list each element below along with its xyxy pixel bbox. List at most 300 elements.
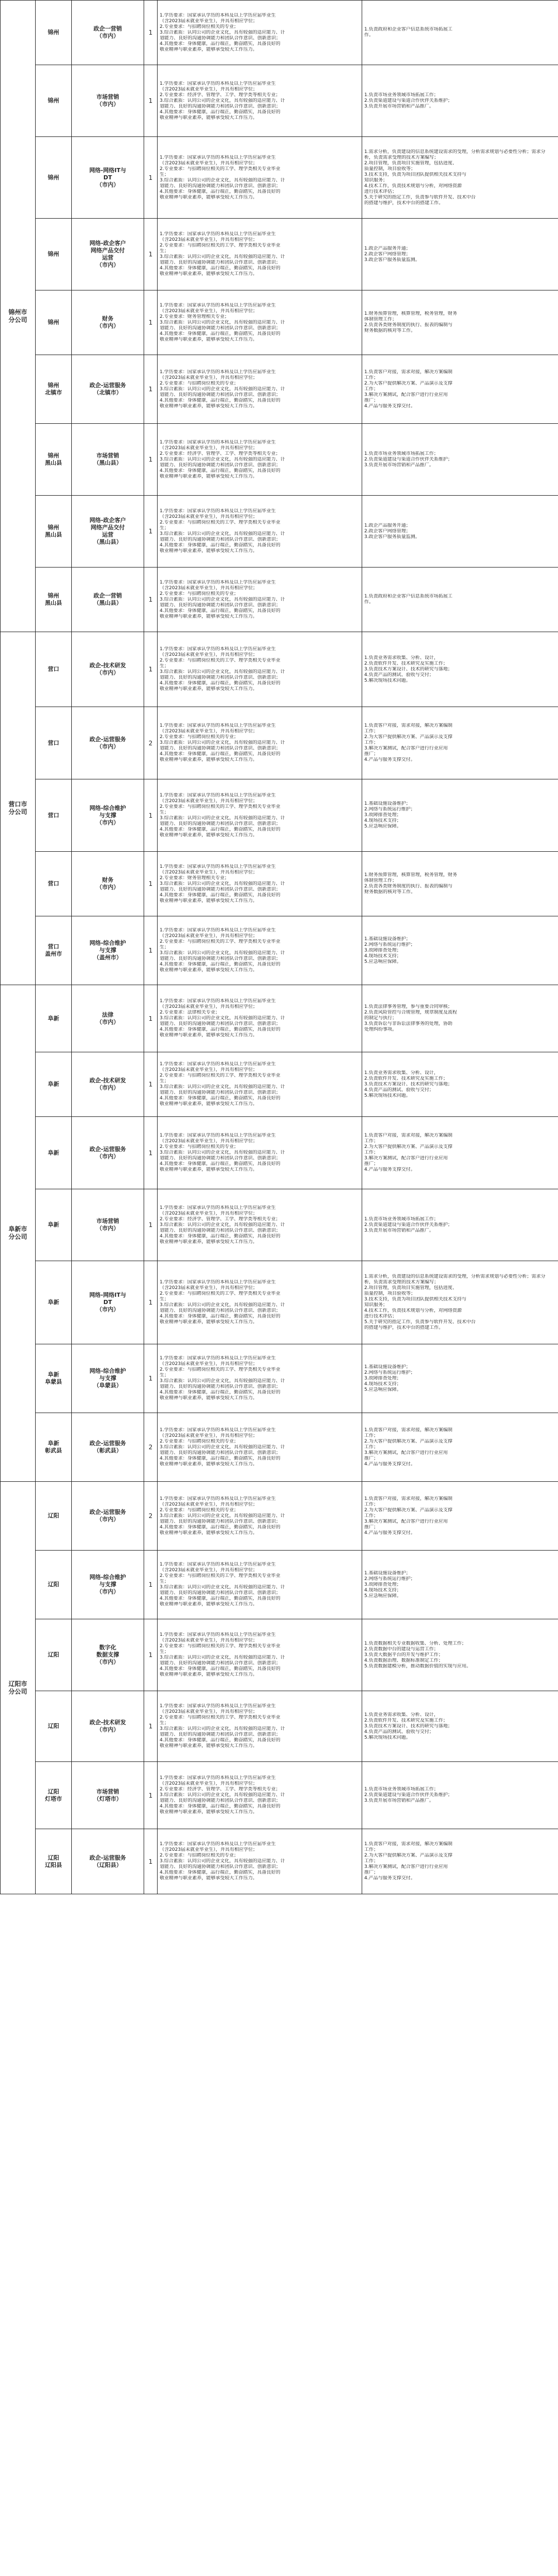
requirement-line: 4.其他要求：身体健康，品行端正，勤奋踏实，具备良好的 bbox=[160, 543, 281, 548]
duty-line: 2.负责各类财务制度的执行、报表的编制与 bbox=[364, 323, 453, 328]
position-name: 市场营销 bbox=[96, 1218, 119, 1224]
requirement-line: 4.其他要求：身体健康，品行端正，勤奋踏实，具备良好的 bbox=[160, 1161, 281, 1167]
requirements-cell bbox=[158, 65, 362, 137]
position-name: DT bbox=[103, 1299, 112, 1306]
city-cell bbox=[36, 1482, 72, 1551]
branch-name: 分公司 bbox=[8, 1233, 27, 1240]
city-name: 北镇市 bbox=[45, 389, 62, 396]
duty-line: 工作； bbox=[364, 1139, 379, 1144]
position-name: 财务 bbox=[102, 315, 114, 322]
requirement-line: 划能力、良好的沟通协调能力和团队合作意识、创新意识； bbox=[160, 1732, 281, 1737]
table-row bbox=[1, 1413, 558, 1482]
position-name: （市内） bbox=[96, 1659, 119, 1665]
position-cell bbox=[72, 1117, 144, 1189]
requirement-line: 4.其他要求：身体健康，品行端正，勤奋踏实，具备良好的 bbox=[160, 1666, 281, 1672]
requirement-line: 2.专业要求：经济学、管理学、工学、理学类等相关专业； bbox=[160, 1216, 281, 1222]
duties-cell bbox=[362, 1344, 558, 1413]
duty-line: 的搭建与维护，技术中台的搭建工作。 bbox=[364, 200, 444, 206]
duty-line: 推广； bbox=[364, 1161, 379, 1167]
duty-line: 4.产品与服务支撑交付。 bbox=[364, 1167, 415, 1172]
requirement-line: （含2023届未就业毕业生），并具有相应学位； bbox=[160, 1638, 258, 1643]
headcount-cell: 1 bbox=[144, 1261, 158, 1344]
requirement-line: 1.学历要求：国家承认学历的本科及以上学历应届毕业生 bbox=[160, 723, 276, 728]
duty-line: 3.负责技术方案设计、技术的研究与落地； bbox=[364, 1081, 453, 1087]
city-name: 盖州市 bbox=[45, 950, 62, 957]
city-name: 锦州 bbox=[48, 174, 59, 181]
requirement-line: 划能力、良好的沟通协调能力和团队合作意识、创新意识； bbox=[160, 675, 281, 680]
city-cell bbox=[36, 916, 72, 985]
requirement-line: 2.专业要求：与招聘岗位相关的工学、理学类相关专业毕业 bbox=[160, 520, 281, 525]
position-cell bbox=[72, 1762, 144, 1829]
duty-line: 工作； bbox=[364, 1513, 379, 1519]
city-cell bbox=[36, 1619, 72, 1691]
duties-cell bbox=[362, 1482, 558, 1551]
position-name: （市内） bbox=[96, 1153, 119, 1160]
duties-cell bbox=[362, 219, 558, 290]
duties-cell bbox=[362, 1829, 558, 1894]
requirements-cell bbox=[158, 496, 362, 568]
requirement-line: 2.专业要求：与招聘岗位相关的工学、理学类相关专业毕业 bbox=[160, 1644, 281, 1649]
duty-line: 知识服务； bbox=[364, 177, 388, 183]
requirement-line: 3.综合素质：认同公司的企业文化，具有较强的适应能力、计 bbox=[160, 1016, 285, 1021]
requirements-cell bbox=[158, 1413, 362, 1482]
requirement-line: 3.综合素质：认同公司的企业文化，具有较强的适应能力、计 bbox=[160, 1726, 285, 1731]
requirements-cell bbox=[158, 1052, 362, 1117]
duty-line: 5.解决现场技术问题。 bbox=[364, 1093, 411, 1098]
position-cell bbox=[72, 65, 144, 137]
duty-line: 2.负责各类财务制度的执行、报表的编制与 bbox=[364, 884, 453, 889]
requirement-line: 划能力、良好的沟通协调能力和团队合作意识、创新意识； bbox=[160, 1021, 281, 1026]
requirement-line: 敬业精神与职业素养，能够承受较大工作压力。 bbox=[160, 1602, 258, 1607]
requirement-line: 2.专业要求：与招聘岗位相关的专业； bbox=[160, 734, 239, 740]
branch-name: 阜新市 bbox=[8, 1225, 27, 1233]
headcount-cell: 1 bbox=[144, 424, 158, 496]
position-cell bbox=[72, 496, 144, 568]
city-name: 阜新 bbox=[48, 1371, 59, 1378]
city-name: 营口 bbox=[48, 880, 59, 887]
duty-line: 1.负责客户对接，需求对接，解决方案编制 bbox=[364, 1496, 453, 1501]
duty-line: 2.负责数据中台的建设与运营工作； bbox=[364, 1646, 439, 1652]
requirement-line: 3.综合素质：认同公司的企业文化，具有较强的适应能力、计 bbox=[160, 1859, 285, 1864]
table-row bbox=[1, 1, 558, 65]
city-name: 辽阳 bbox=[48, 1788, 59, 1795]
requirement-line: 划能力、良好的沟通协调能力和团队合作意识、创新意识； bbox=[160, 1228, 281, 1233]
duty-line: 1.负责政府和企业客户信息系统市场拓展工 bbox=[364, 27, 453, 32]
requirement-line: 2.专业要求：与招聘岗位相关的专业； bbox=[160, 380, 239, 386]
position-name: （市内） bbox=[96, 1225, 119, 1232]
duties-cell bbox=[362, 985, 558, 1052]
requirement-line: 敬业精神与职业素养，能够承受较大工作压力。 bbox=[160, 1530, 258, 1536]
requirement-line: 划能力、良好的沟通协调能力和团队合作意识、创新意识； bbox=[160, 1450, 281, 1455]
position-name: （北镇市） bbox=[94, 389, 122, 396]
position-cell bbox=[72, 1829, 144, 1894]
duty-line: 1.财务预算管理，核算管理，税务管理，财务 bbox=[364, 872, 457, 878]
requirement-line: 3.综合素质：认同公司的企业文化，具有较强的适应能力、计 bbox=[160, 1222, 285, 1228]
requirements-cell bbox=[158, 290, 362, 355]
duty-line: 2.负责渠道建设与渠道合作伙伴关系维护； bbox=[364, 456, 453, 462]
city-cell bbox=[36, 1052, 72, 1117]
duty-line: 4.产品与服务支撑交付。 bbox=[364, 1876, 415, 1881]
duty-line: 进行技术评估； bbox=[364, 189, 397, 194]
city-name: 营口 bbox=[48, 811, 59, 819]
requirement-line: 4.其他要求：身体健康，品行端正，勤奋踏实，具备良好的 bbox=[160, 189, 281, 194]
duties-cell bbox=[362, 137, 558, 219]
requirement-line: 敬业精神与职业素养，能够承受较大工作压力。 bbox=[160, 832, 258, 838]
city-cell bbox=[36, 1413, 72, 1482]
requirement-line: 4.其他要求：身体健康，品行端正，勤奋踏实，具备良好的 bbox=[160, 1738, 281, 1743]
requirement-line: 2.专业要求：与招聘岗位相关的工学、理学类相关专业毕业 bbox=[160, 1715, 281, 1720]
duty-line: 4.产品与服务支撑交付。 bbox=[364, 1461, 415, 1467]
requirement-line: 3.综合素质：认同公司的企业文化，具有较强的适应能力、计 bbox=[160, 319, 285, 325]
duty-line: 工作； bbox=[364, 740, 379, 745]
duties-cell bbox=[362, 1, 558, 65]
duty-line: 3.政企客户服务质量监测。 bbox=[364, 257, 420, 263]
requirement-line: 4.其他要求：身体健康，品行端正，勤奋踏实，具备良好的 bbox=[160, 1524, 281, 1530]
duty-line: 3.负责开展市场营销和产品推广。 bbox=[364, 103, 434, 109]
requirements-cell bbox=[158, 1551, 362, 1619]
city-name: 辽阳 bbox=[48, 1512, 59, 1519]
duty-line: 5.解决现场技术问题。 bbox=[364, 1735, 411, 1740]
duty-line: 2.负责渠道建设与渠道合作伙伴关系维护； bbox=[364, 1792, 453, 1798]
requirement-line: （含2023届未就业毕业生），并具有相应学位； bbox=[160, 933, 258, 939]
duty-line: 5.应急响应保障。 bbox=[364, 959, 401, 964]
duty-line: 工作； bbox=[364, 1847, 379, 1852]
requirement-line: 2.专业要求：经济学、管理学、工学、理学类等相关专业； bbox=[160, 451, 281, 456]
requirement-line: 1.学历要求：国家承认学历的本科及以上学历应届毕业生 bbox=[160, 439, 276, 445]
table-row bbox=[1, 985, 558, 1052]
city-cell bbox=[36, 1829, 72, 1894]
requirements-cell bbox=[158, 424, 362, 496]
city-name: 锦州 bbox=[48, 319, 59, 326]
position-name: （盖州市） bbox=[94, 954, 122, 961]
requirement-line: 划能力、良好的沟通协调能力和团队合作意识、创新意识； bbox=[160, 325, 281, 331]
duty-line: 3.负责开展市场营销和产品推广。 bbox=[364, 1798, 434, 1803]
position-name: 与支撑 bbox=[99, 811, 116, 819]
headcount-cell: 1 bbox=[144, 496, 158, 568]
duty-line: 4.产品与服务支撑交付。 bbox=[364, 403, 415, 409]
duty-line: 1.负责客户对接，需求对接，解决方案编制 bbox=[364, 1133, 453, 1138]
duties-cell bbox=[362, 355, 558, 424]
requirement-line: 1.学历要求：国家承认学历的本科及以上学历应届毕业生 bbox=[160, 302, 276, 308]
duty-line: 工作； bbox=[364, 1444, 379, 1450]
duty-line: 1.政企产品服务开通； bbox=[364, 246, 411, 251]
branch-name: 分公司 bbox=[8, 808, 27, 816]
city-name: 阜新 bbox=[48, 1299, 59, 1306]
duty-line: 2.网络与系统运行维护； bbox=[364, 942, 415, 947]
requirement-line: 1.学历要求：国家承认学历的本科及以上学历应届毕业生 bbox=[160, 1356, 276, 1361]
duty-line: 工作； bbox=[364, 375, 379, 380]
table-row bbox=[1, 1189, 558, 1261]
position-name: 网络-综合维护 bbox=[89, 940, 126, 946]
requirements-cell bbox=[158, 1762, 362, 1829]
requirements-cell bbox=[158, 1261, 362, 1344]
duty-line: 3.政企客户服务质量监测。 bbox=[364, 534, 420, 540]
duty-line: 4.产品与服务支撑交付。 bbox=[364, 757, 415, 762]
position-name: （市内） bbox=[96, 262, 119, 268]
city-cell bbox=[36, 137, 72, 219]
requirement-line: （含2023届未就业毕业生），并具有相应学位； bbox=[160, 1210, 258, 1216]
city-cell bbox=[36, 355, 72, 424]
requirement-line: 划能力、良好的沟通协调能力和团队合作意识、创新意识； bbox=[160, 1519, 281, 1524]
duty-line: 工作； bbox=[364, 1150, 379, 1155]
city-name: 营口 bbox=[48, 943, 59, 950]
duty-line: 3.负责诉讼与非诉讼法律事务的处理，协助 bbox=[364, 1021, 453, 1026]
requirement-line: 敬业精神与职业素养，能够承受较大工作压力。 bbox=[160, 757, 258, 762]
position-name: 政企-运营服务 bbox=[89, 382, 126, 389]
table-row bbox=[1, 290, 558, 355]
requirement-line: 划能力、良好的沟通协调能力和团队合作意识、创新意识； bbox=[160, 1590, 281, 1596]
duty-line: 5.关于研究的指定工作，负责参与软件开发、技术中台 bbox=[364, 1320, 476, 1325]
position-cell bbox=[72, 1344, 144, 1413]
duty-line: 推广； bbox=[364, 397, 379, 403]
requirements-cell bbox=[158, 632, 362, 707]
headcount-cell: 2 bbox=[144, 1413, 158, 1482]
duties-cell bbox=[362, 779, 558, 852]
duties-cell bbox=[362, 496, 558, 568]
requirement-line: 1.学历要求：国家承认学历的本科及以上学历应届毕业生 bbox=[160, 369, 276, 375]
requirement-line: 划能力、良好的沟通协调能力和团队合作意识、创新意识； bbox=[160, 1156, 281, 1161]
branch-name: 营口市 bbox=[8, 801, 27, 808]
requirements-cell bbox=[158, 1829, 362, 1894]
city-name: 锦州 bbox=[48, 97, 59, 104]
requirement-line: 敬业精神与职业素养，能够承受较大工作压力。 bbox=[160, 1672, 258, 1677]
requirements-cell bbox=[158, 1619, 362, 1691]
duty-line: 3.负责技术方案设计、技术的研究与落地； bbox=[364, 666, 453, 672]
requirement-line: 1.学历要求：国家承认学历的本科及以上学历应届毕业生 bbox=[160, 1427, 276, 1433]
branch-name: 锦州市 bbox=[8, 308, 27, 316]
table-row bbox=[1, 1762, 558, 1829]
requirement-line: （含2023届未就业毕业生），并具有相应学位； bbox=[160, 729, 258, 734]
duty-line: 1.负责市场业务领域市场拓展工作； bbox=[364, 92, 439, 98]
duty-line: 5.应急响应保障。 bbox=[364, 1387, 401, 1392]
position-cell bbox=[72, 1551, 144, 1619]
duty-line: 3.故障排查处理； bbox=[364, 947, 401, 953]
requirement-line: 敬业精神与职业素养，能够承受较大工作压力。 bbox=[160, 1101, 258, 1107]
requirement-line: 1.学历要求：国家承认学历的本科及以上学历应届毕业生 bbox=[160, 81, 276, 86]
requirement-line: 3.综合素质：认同公司的企业文化，具有较强的适应能力、计 bbox=[160, 881, 285, 886]
requirement-line: 敬业精神与职业素养，能够承受较大工作压力。 bbox=[160, 1396, 258, 1401]
position-name: （市内） bbox=[96, 669, 119, 676]
duty-line: 1.财务预算管理，核算管理，税务管理，财务 bbox=[364, 311, 457, 316]
position-name: （市内） bbox=[96, 101, 119, 108]
duties-cell bbox=[362, 1117, 558, 1189]
requirement-line: 生； bbox=[160, 1297, 169, 1302]
position-name: （灯塔市） bbox=[94, 1795, 122, 1802]
duty-line: 2.负责风险管控与合规管理，规章制度及流程 bbox=[364, 1010, 457, 1015]
requirement-line: 3.综合素质：认同公司的企业文化，具有较强的适应能力、计 bbox=[160, 177, 285, 183]
requirement-line: 划能力、良好的沟通协调能力和团队合作意识、创新意识； bbox=[160, 1384, 281, 1389]
duty-line: 财务数据的核对等工作。 bbox=[364, 328, 416, 333]
duties-cell bbox=[362, 1551, 558, 1619]
duties-cell bbox=[362, 852, 558, 916]
duty-line: 1.负责客户对接，需求对接，解决方案编制 bbox=[364, 723, 453, 728]
headcount-cell: 1 bbox=[144, 1189, 158, 1261]
duty-line: 1.基础设施设备维护； bbox=[364, 1570, 411, 1576]
requirement-line: （含2023届未就业毕业生），并具有相应学位； bbox=[160, 160, 258, 166]
position-name: 政企一营销 bbox=[94, 592, 122, 599]
requirement-line: 3.综合素质：认同公司的企业文化，具有较强的适应能力、计 bbox=[160, 254, 285, 259]
table-row bbox=[1, 424, 558, 496]
duties-cell bbox=[362, 1261, 558, 1344]
requirement-line: 敬业精神与职业素养，能够承受较大工作压力。 bbox=[160, 1743, 258, 1749]
requirement-line: 4.其他要求：身体健康，品行端正，勤奋踏实，具备良好的 bbox=[160, 681, 281, 686]
position-name: （市内） bbox=[96, 181, 119, 188]
duty-line: 工作； bbox=[364, 1501, 379, 1507]
duty-line: 4.负责产品的测试、验收与交付； bbox=[364, 672, 434, 678]
requirement-line: 划能力、良好的沟通协调能力和团队合作意识、创新意识； bbox=[160, 1090, 281, 1095]
requirement-line: （含2023届未就业毕业生），并具有相应学位； bbox=[160, 585, 258, 591]
requirement-line: 生； bbox=[160, 1373, 169, 1378]
duty-line: 推广； bbox=[364, 1870, 379, 1875]
headcount-cell: 1 bbox=[144, 632, 158, 707]
headcount-cell: 1 bbox=[144, 985, 158, 1052]
requirement-line: 4.其他要求：身体健康，品行端正，勤奋踏实，具备良好的 bbox=[160, 109, 281, 115]
position-name: 政企-技术研发 bbox=[89, 662, 126, 669]
requirement-line: 1.学历要求：国家承认学历的本科及以上学历应届毕业生 bbox=[160, 999, 276, 1004]
duties-cell bbox=[362, 1619, 558, 1691]
city-cell bbox=[36, 852, 72, 916]
duty-line: 4.现场技术支持； bbox=[364, 1381, 401, 1387]
requirement-line: （含2023届未就业毕业生），并具有相应学位； bbox=[160, 514, 258, 519]
duty-line: 2.政企客户网络管理； bbox=[364, 251, 411, 257]
requirement-line: 敬业精神与职业素养，能够承受较大工作压力。 bbox=[160, 1320, 258, 1325]
requirement-line: 2.专业要求：与招聘岗位相关的专业； bbox=[160, 591, 239, 596]
duty-line: 2.为大客户提供解决方案、产品演示及支撑 bbox=[364, 1853, 453, 1858]
city-cell bbox=[36, 1344, 72, 1413]
requirement-line: 划能力、良好的沟通协调能力和团队合作意识、创新意识； bbox=[160, 1308, 281, 1313]
city-name: 辽阳 bbox=[48, 1651, 59, 1658]
position-name: （黑山县） bbox=[94, 459, 122, 466]
duty-line: 2.为大客户提供解决方案、产品演示及支撑 bbox=[364, 1144, 453, 1149]
requirement-line: 敬业精神与职业素养，能够承受较大工作压力。 bbox=[160, 115, 258, 120]
position-cell bbox=[72, 985, 144, 1052]
duty-line: 1.基础设施设备维护； bbox=[364, 801, 411, 806]
position-name: （市内） bbox=[96, 1516, 119, 1523]
requirement-line: 3.综合素质：认同公司的企业文化，具有较强的适应能力、计 bbox=[160, 596, 285, 602]
position-name: 政企-技术研发 bbox=[89, 1077, 126, 1084]
position-cell bbox=[72, 424, 144, 496]
requirement-line: （含2023届未就业毕业生），并具有相应学位； bbox=[160, 86, 258, 92]
branch-cell bbox=[1, 1482, 36, 1894]
city-name: 辽阳县 bbox=[45, 1861, 62, 1868]
requirement-line: 敬业精神与职业素养，能够承受较大工作压力。 bbox=[160, 336, 258, 342]
position-cell bbox=[72, 1052, 144, 1117]
headcount-cell: 2 bbox=[144, 1482, 158, 1551]
requirement-line: 1.学历要求：国家承认学历的本科及以上学历应届毕业生 bbox=[160, 928, 276, 933]
requirement-line: 3.综合素质：认同公司的企业文化，具有较强的适应能力、计 bbox=[160, 98, 285, 103]
headcount-cell: 1 bbox=[144, 355, 158, 424]
city-name: 锦州 bbox=[48, 29, 59, 36]
duty-line: 1.需求分析，负责建设的信息系统建设需求的受理，分析需求规划与必要性分析；需求分 bbox=[364, 149, 546, 155]
requirements-cell bbox=[158, 1344, 362, 1413]
duty-line: 3.解决方案测试，配合客户进行行业应用 bbox=[364, 1519, 448, 1524]
requirement-line: 1.学历要求：国家承认学历的本科及以上学历应届毕业生 bbox=[160, 1280, 276, 1285]
table-row bbox=[1, 1691, 558, 1762]
requirement-line: 生； bbox=[160, 1649, 169, 1654]
requirement-line: （含2023届未就业毕业生），并具有相应学位； bbox=[160, 1433, 258, 1438]
table-row bbox=[1, 852, 558, 916]
city-cell bbox=[36, 1762, 72, 1829]
requirement-line: 3.综合素质：认同公司的企业文化，具有较强的适应能力、计 bbox=[160, 815, 285, 821]
requirement-line: 敬业精神与职业素养，能够承受较大工作压力。 bbox=[160, 194, 258, 200]
requirement-line: 敬业精神与职业素养，能够承受较大工作压力。 bbox=[160, 548, 258, 554]
requirements-cell bbox=[158, 1482, 362, 1551]
duty-line: 1.政企产品服务开通； bbox=[364, 523, 411, 528]
position-name: DT bbox=[103, 174, 112, 181]
position-name: 运营 bbox=[102, 254, 114, 261]
requirement-line: 划能力、良好的沟通协调能力和团队合作意识、创新意识； bbox=[160, 1864, 281, 1869]
duty-line: 4.技术工作，负责技术规划与分析，对网络资源 bbox=[364, 183, 462, 189]
city-name: 阜新 bbox=[48, 1149, 59, 1156]
requirement-line: 2.专业要求：与招聘岗位相关的工学、理学类相关专业毕业 bbox=[160, 804, 281, 809]
requirement-line: 划能力、良好的沟通协调能力和团队合作意识、创新意识； bbox=[160, 886, 281, 892]
branch-name: 分公司 bbox=[8, 316, 27, 324]
requirement-line: 4.其他要求：身体健康，品行端正，勤奋踏实，具备良好的 bbox=[160, 1804, 281, 1809]
requirement-line: 敬业精神与职业素养，能够承受较大工作压力。 bbox=[160, 968, 258, 973]
city-cell bbox=[36, 568, 72, 632]
position-name: 政企-技术研发 bbox=[89, 1719, 126, 1726]
duty-line: 推广； bbox=[364, 1524, 379, 1530]
duty-line: 1.负责客户对接，需求对接，解决方案编制 bbox=[364, 1427, 453, 1433]
requirement-line: 1.学历要求：国家承认学历的本科及以上学历应届毕业生 bbox=[160, 1562, 276, 1567]
requirement-line: 敬业精神与职业素养，能够承受较大工作压力。 bbox=[160, 1810, 258, 1815]
headcount-cell: 1 bbox=[144, 137, 158, 219]
requirement-line: 1.学历要求：国家承认学历的本科及以上学历应届毕业生 bbox=[160, 232, 276, 237]
requirement-line: 2.专业要求：与招聘岗位相关的专业； bbox=[160, 1438, 239, 1444]
requirement-line: 4.其他要求：身体健康，品行端正，勤奋踏实，具备良好的 bbox=[160, 266, 281, 271]
requirement-line: 划能力、良好的沟通协调能力和团队合作意识、创新意识； bbox=[160, 746, 281, 751]
requirement-line: 1.学历要求：国家承认学历的本科及以上学历应届毕业生 bbox=[160, 1205, 276, 1210]
requirement-line: 生； bbox=[160, 172, 169, 177]
position-name: （市内） bbox=[96, 884, 119, 891]
requirement-line: 3.综合素质：认同公司的企业文化，具有较强的适应能力、计 bbox=[160, 950, 285, 956]
requirement-line: 敬业精神与职业素养，能够承受较大工作压力。 bbox=[160, 47, 258, 52]
requirement-line: 敬业精神与职业素养，能够承受较大工作压力。 bbox=[160, 403, 258, 409]
table-row bbox=[1, 1344, 558, 1413]
position-name: 市场营销 bbox=[96, 1788, 119, 1795]
duty-line: 3.故障排查处理； bbox=[364, 1375, 401, 1381]
requirement-line: 敬业精神与职业素养，能够承受较大工作压力。 bbox=[160, 271, 258, 277]
position-name: 法律 bbox=[102, 1011, 114, 1018]
duty-line: 3.故障排查处理； bbox=[364, 1582, 401, 1587]
position-name: 政企-运营服务 bbox=[89, 1509, 126, 1515]
headcount-cell: 1 bbox=[144, 290, 158, 355]
duty-line: 1.基础设施设备维护； bbox=[364, 1364, 411, 1370]
position-cell bbox=[72, 568, 144, 632]
city-cell bbox=[36, 1551, 72, 1619]
requirements-cell bbox=[158, 137, 362, 219]
duties-cell bbox=[362, 290, 558, 355]
requirement-line: 敬业精神与职业素养，能够承受较大工作压力。 bbox=[160, 1033, 258, 1038]
duty-line: 3.负责开展市场营销和产品推广。 bbox=[364, 462, 434, 468]
position-name: （阜蒙县） bbox=[94, 1382, 122, 1389]
requirement-line: 划能力、良好的沟通协调能力和团队合作意识、创新意识； bbox=[160, 260, 281, 265]
requirement-line: 4.其他要求：身体健康，品行端正，勤奋踏实，具备良好的 bbox=[160, 608, 281, 614]
position-name: （市内） bbox=[96, 1018, 119, 1025]
requirement-line: 敬业精神与职业素养，能够承受较大工作压力。 bbox=[160, 1167, 258, 1172]
requirement-line: （含2023届未就业毕业生），并具有相应学位； bbox=[160, 237, 258, 242]
requirement-line: 3.综合素质：认同公司的企业文化，具有较强的适应能力、计 bbox=[160, 456, 285, 462]
table-row bbox=[1, 137, 558, 219]
position-cell bbox=[72, 852, 144, 916]
requirement-line: （含2023届未就业毕业生），并具有相应学位； bbox=[160, 652, 258, 657]
requirement-line: （含2023届未就业毕业生），并具有相应学位； bbox=[160, 375, 258, 380]
branch-name: 辽阳市 bbox=[8, 1680, 27, 1688]
table-row bbox=[1, 1117, 558, 1189]
headcount-cell: 1 bbox=[144, 1829, 158, 1894]
city-cell bbox=[36, 707, 72, 779]
position-name: （市内） bbox=[96, 33, 119, 39]
